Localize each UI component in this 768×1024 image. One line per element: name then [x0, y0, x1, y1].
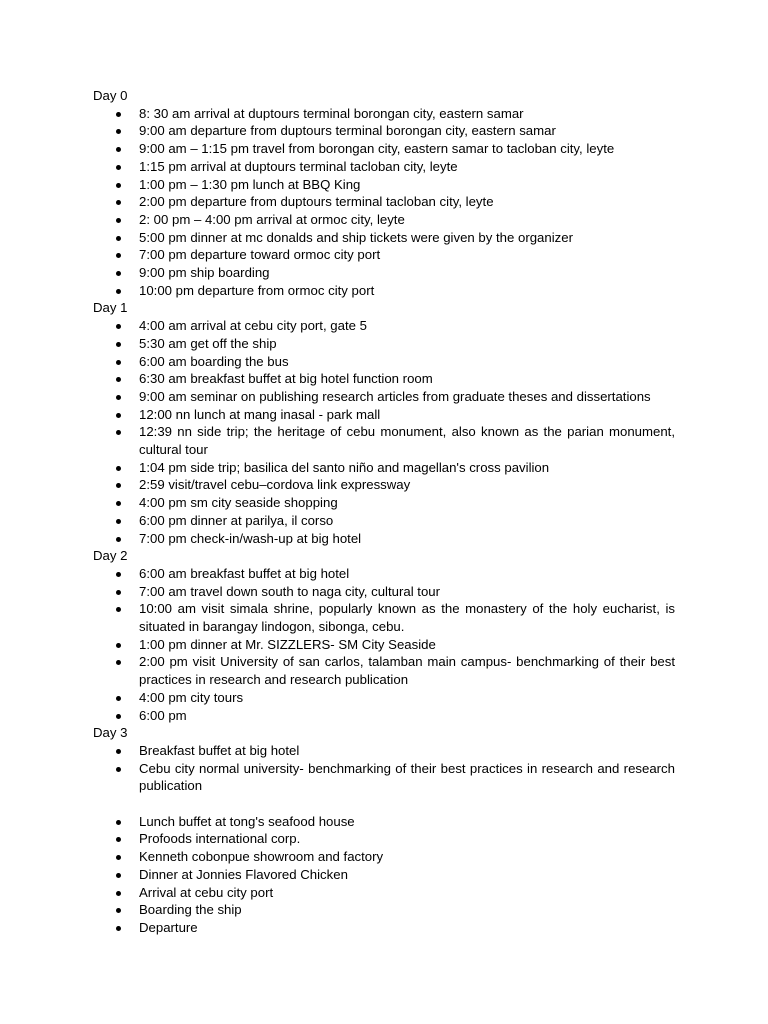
list-item-text: 12:00 nn lunch at mang inasal - park mall: [139, 406, 381, 422]
list-item-text: 9:00 pm ship boarding: [139, 265, 270, 281]
day-heading: Day 1: [93, 300, 128, 316]
list-item: [93, 530, 675, 548]
list-item: [93, 866, 675, 884]
bullet-icon: [116, 165, 121, 170]
list-item: [93, 140, 675, 158]
list-item-text: 5:30 am get off the ship: [139, 335, 277, 351]
list-item: [93, 707, 675, 725]
list-item-text: 4:00 pm city tours: [139, 689, 244, 705]
list-item: [93, 370, 675, 388]
list-item: [93, 636, 675, 654]
list-item: [93, 583, 675, 601]
bullet-icon: [116, 820, 121, 825]
bullet-icon: [116, 643, 121, 648]
list-item: [93, 565, 675, 583]
list-item-text: 6:30 am breakfast buffet at big hotel function room: [139, 371, 433, 387]
list-item-text: 6:00 am boarding the bus: [139, 353, 289, 369]
list-item-text: Boarding the ship: [139, 902, 242, 918]
list-item-text: 9:00 am – 1:15 pm travel from borongan city, eastern samar to tacloban city, leyte: [139, 141, 615, 157]
list-item-text: Dinner at Jonnies Flavored Chicken: [139, 866, 348, 882]
day-section: [93, 724, 675, 936]
day-item-list: [93, 565, 675, 724]
bullet-icon: [116, 660, 121, 665]
day-heading: Day 0: [93, 88, 128, 103]
list-item: [93, 193, 675, 211]
bullet-icon: [116, 236, 121, 241]
bullet-icon: [116, 696, 121, 701]
bullet-icon: [116, 908, 121, 913]
bullet-icon: [116, 324, 121, 329]
list-item-text: 2:00 pm visit University of san carlos, talamban main campus- benchmarking of their best practices in research and research publication: [139, 654, 675, 688]
list-item: [93, 211, 675, 229]
bullet-icon: [116, 395, 121, 400]
list-item: [93, 813, 675, 831]
bullet-icon: [116, 873, 121, 878]
bullet-icon: [116, 572, 121, 577]
list-item: [93, 494, 675, 512]
bullet-icon: [116, 855, 121, 860]
bullet-icon: [116, 466, 121, 471]
bullet-icon: [116, 289, 121, 294]
list-item: [93, 158, 675, 176]
bullet-icon: [116, 342, 121, 347]
day-item-list: [93, 742, 675, 937]
bullet-icon: [116, 430, 121, 435]
list-item: [93, 229, 675, 247]
list-item-text: 7:00 pm departure toward ormoc city port: [139, 247, 381, 263]
list-item-text: 9:00 am seminar on publishing research articles from graduate theses and dissertations: [139, 388, 651, 404]
list-item: [93, 176, 675, 194]
list-item: [93, 848, 675, 866]
list-item-text: Kenneth cobonpue showroom and factory: [139, 849, 384, 865]
list-item: [93, 760, 675, 795]
list-item-text: 5:00 pm dinner at mc donalds and ship tickets were given by the organizer: [139, 229, 573, 245]
day-heading: Day 3: [93, 725, 128, 741]
list-item-text: 2:59 visit/travel cebu–cordova link expressway: [139, 477, 411, 493]
list-item-text: 2: 00 pm – 4:00 pm arrival at ormoc city, leyte: [139, 211, 405, 227]
bullet-icon: [116, 129, 121, 134]
bullet-icon: [116, 413, 121, 418]
list-item-text: 7:00 pm check-in/wash-up at big hotel: [139, 530, 362, 546]
blank-line: [93, 795, 675, 813]
bullet-icon: [116, 501, 121, 506]
list-item-text: 6:00 am breakfast buffet at big hotel: [139, 565, 350, 581]
bullet-icon: [116, 253, 121, 258]
bullet-icon: [116, 714, 121, 719]
bullet-icon: [116, 926, 121, 931]
list-item-text: 2:00 pm departure from duptours terminal tacloban city, leyte: [139, 194, 494, 210]
bullet-icon: [116, 360, 121, 365]
list-item: [93, 884, 675, 902]
list-item: [93, 689, 675, 707]
list-item: [93, 353, 675, 371]
list-item-text: 12:39 nn side trip; the heritage of cebu monument, also known as the parian monument, cultural tour: [139, 424, 675, 458]
list-item-text: 6:00 pm: [139, 707, 187, 723]
bullet-icon: [116, 607, 121, 612]
list-item-text: 9:00 am departure from duptours terminal borongan city, eastern samar: [139, 123, 556, 139]
list-item-text: Cebu city normal university- benchmarking of their best practices in research and research publication: [139, 760, 675, 794]
list-item: [93, 476, 675, 494]
bullet-icon: [116, 891, 121, 896]
bullet-icon: [116, 590, 121, 595]
list-item-text: Departure: [139, 919, 198, 935]
list-item: [93, 830, 675, 848]
list-item: [93, 653, 675, 688]
bullet-icon: [116, 767, 121, 772]
bullet-icon: [116, 271, 121, 276]
list-item-text: 10:00 pm departure from ormoc city port: [139, 282, 375, 298]
bullet-icon: [116, 183, 121, 188]
list-item-text: Lunch buffet at tong's seafood house: [139, 813, 355, 829]
list-item-text: 4:00 pm sm city seaside shopping: [139, 495, 338, 511]
bullet-icon: [116, 537, 121, 542]
list-item: [93, 122, 675, 140]
list-item: [93, 742, 675, 760]
list-item-text: 6:00 pm dinner at parilya, il corso: [139, 512, 334, 528]
list-item-text: 1:15 pm arrival at duptours terminal tacloban city, leyte: [139, 158, 458, 174]
list-item: [93, 406, 675, 424]
bullet-icon: [116, 112, 121, 117]
bullet-icon: [116, 218, 121, 223]
list-item: [93, 105, 675, 123]
list-item: [93, 423, 675, 458]
list-item-text: 8: 30 am arrival at duptours terminal borongan city, eastern samar: [139, 105, 524, 121]
list-item: [93, 901, 675, 919]
list-item: [93, 335, 675, 353]
list-item: [93, 512, 675, 530]
day-section: [93, 547, 675, 724]
list-item: [93, 919, 675, 937]
list-item-text: 1:04 pm side trip; basilica del santo niño and magellan's cross pavilion: [139, 459, 550, 475]
list-item-text: Breakfast buffet at big hotel: [139, 742, 300, 758]
bullet-icon: [116, 749, 121, 754]
bullet-icon: [116, 200, 121, 205]
list-item-text: 4:00 am arrival at cebu city port, gate 5: [139, 318, 367, 334]
list-item-text: 7:00 am travel down south to naga city, cultural tour: [139, 583, 441, 599]
bullet-icon: [116, 519, 121, 524]
day-section: [93, 87, 675, 299]
list-item: [93, 246, 675, 264]
list-item-text: 1:00 pm – 1:30 pm lunch at BBQ King: [139, 176, 361, 192]
bullet-icon: [116, 837, 121, 842]
day-heading: Day 2: [93, 548, 128, 564]
list-item-text: 1:00 pm dinner at Mr. SIZZLERS- SM City Seaside: [139, 636, 436, 652]
day-item-list: [93, 317, 675, 547]
bullet-icon: [116, 147, 121, 152]
list-item-text: Arrival at cebu city port: [139, 884, 274, 900]
list-item: [93, 459, 675, 477]
list-item: [93, 317, 675, 335]
list-item-text: Profoods international corp.: [139, 831, 301, 847]
list-item: [93, 264, 675, 282]
bullet-icon: [116, 377, 121, 382]
day-section: [93, 299, 675, 547]
day-item-list: [93, 105, 675, 300]
bullet-icon: [116, 483, 121, 488]
itinerary: [93, 87, 675, 937]
list-item: [93, 388, 675, 406]
list-item: [93, 282, 675, 300]
list-item: [93, 600, 675, 635]
list-item-text: 10:00 am visit simala shrine, popularly known as the monastery of the holy eucharist, is situated in barangay lindogon, sibonga, cebu.: [139, 601, 675, 635]
